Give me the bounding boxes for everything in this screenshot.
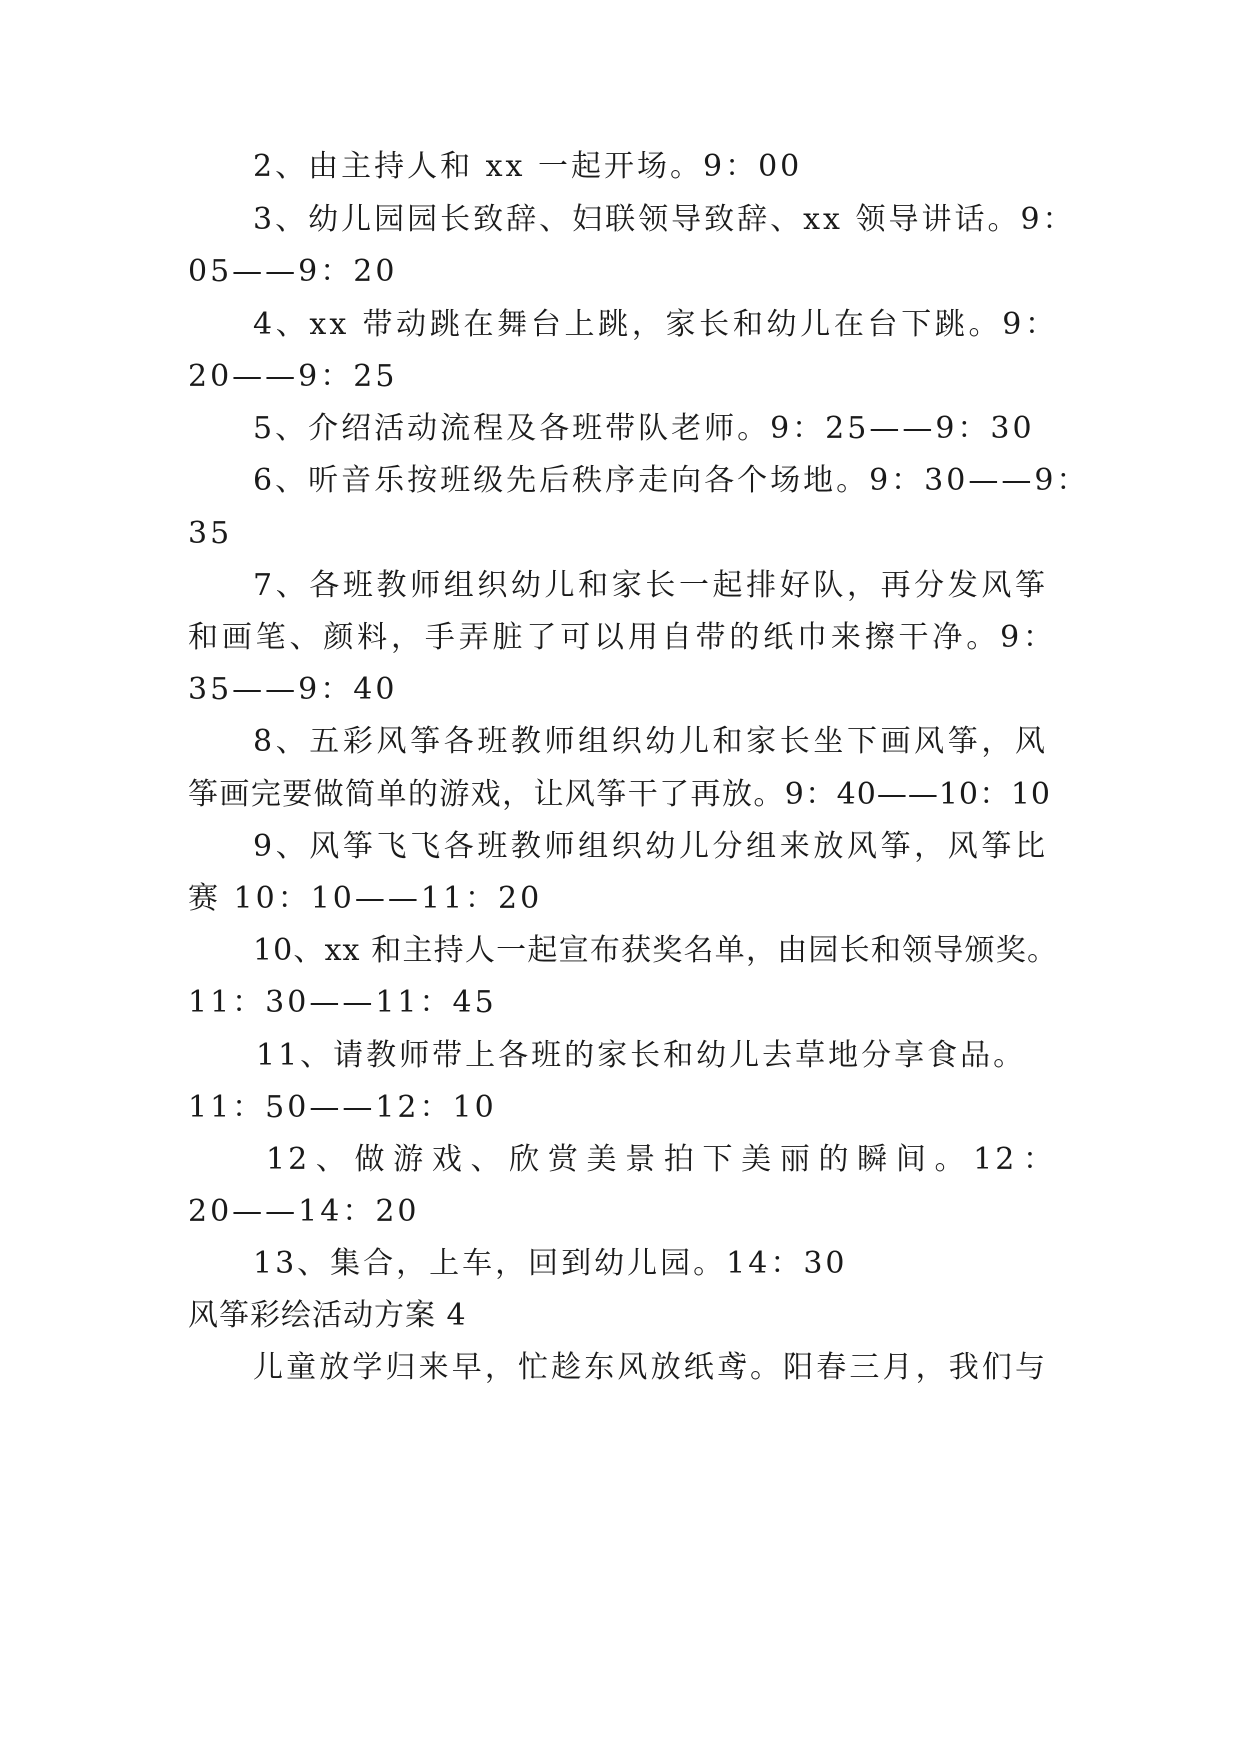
item-11-line-1: 11、请教师带上各班的家长和幼儿去草地分享食品。 <box>256 1038 1027 1073</box>
item-8-line-1: 8、五彩风筝各班教师组织幼儿和家长坐下画风筝，风 <box>253 724 1048 759</box>
item-7-line-1: 7、各班教师组织幼儿和家长一起排好队，再分发风筝 <box>253 568 1048 603</box>
item-3-line-1: 3、幼儿园园长致辞、妇联领导致辞、xx 领导讲话。9： <box>253 202 1076 237</box>
item-10-line-1: 10、xx 和主持人一起宣布获奖名单，由园长和领导颁奖。 <box>253 933 1058 968</box>
item-5-line-1: 5、介绍活动流程及各班带队老师。9：25——9：30 <box>253 411 1035 446</box>
item-12-line-2: 20——14：20 <box>188 1194 420 1229</box>
item-6-line-1: 6、听音乐按班级先后秩序走向各个场地。9：30——9： <box>253 463 1090 498</box>
item-7-line-3: 35——9：40 <box>188 672 398 707</box>
item-4-line-2: 20——9：25 <box>188 359 398 394</box>
item-9-line-1: 9、风筝飞飞各班教师组织幼儿分组来放风筝，风筝比 <box>253 829 1048 864</box>
item-6-line-2: 35 <box>188 516 233 551</box>
item-12-line-1: 12、做游戏、欣赏美景拍下美丽的瞬间。12： <box>266 1142 1056 1177</box>
item-9-line-2: 赛 10：10——11：20 <box>188 881 543 916</box>
item-11-line-2: 11：50——12：10 <box>188 1090 497 1125</box>
section-heading: 风筝彩绘活动方案 4 <box>188 1298 467 1333</box>
item-13-line-1: 13、集合，上车，回到幼儿园。14：30 <box>253 1246 848 1281</box>
intro-paragraph-line-1: 儿童放学归来早，忙趁东风放纸鸢。阳春三月，我们与 <box>253 1350 1048 1385</box>
item-2-line-1: 2、由主持人和 xx 一起开场。9：00 <box>253 149 803 184</box>
item-3-line-2: 05——9：20 <box>188 254 398 289</box>
item-10-line-2: 11：30——11：45 <box>188 985 497 1020</box>
item-4-line-1: 4、xx 带动跳在舞台上跳，家长和幼儿在台下跳。9： <box>253 307 1058 342</box>
item-8-line-2: 筝画完要做简单的游戏，让风筝干了再放。9：40——10：10 <box>188 777 1051 812</box>
item-7-line-2: 和画笔、颜料，手弄脏了可以用自带的纸巾来擦干净。9： <box>188 620 1056 655</box>
